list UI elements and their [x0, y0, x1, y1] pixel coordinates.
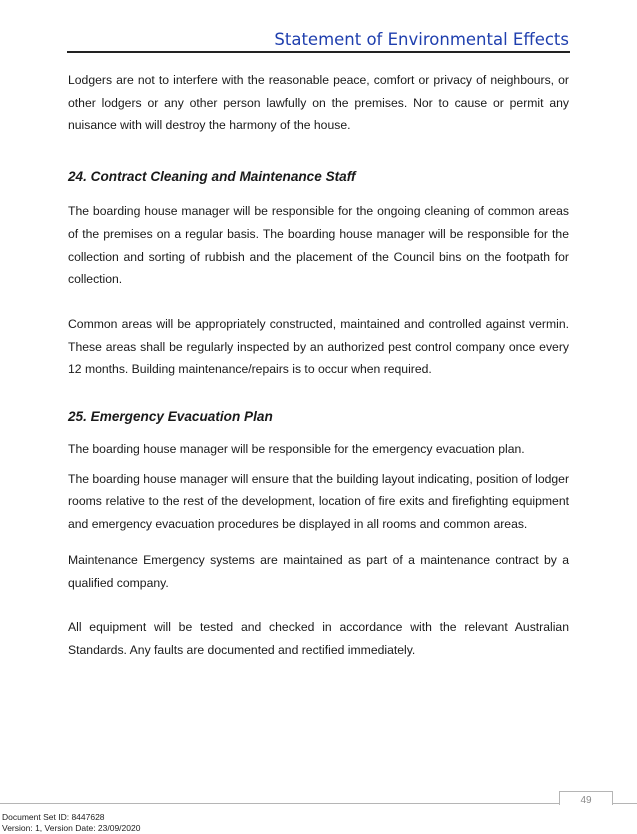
page-content [68, 69, 569, 662]
header-divider [67, 51, 570, 53]
section-heading-24: 24. Contract Cleaning and Maintenance Staff [68, 169, 356, 185]
document-version: Version: 1, Version Date: 23/09/2020 [2, 823, 141, 833]
paragraph-evac-responsible: The boarding house manager will be responsible for the emergency evacuation plan. [68, 442, 525, 457]
document-title: Statement of Environmental Effects [274, 30, 569, 49]
paragraph-maintenance: Maintenance Emergency systems are maintained as part of a maintenance contract by a qualified company. [68, 552, 569, 590]
paragraph-evac-layout: The boarding house manager will ensure that the building layout indicating, position of lodger rooms relative to the rest of the development, location of fire exits and firefighting equipment and emergency evacuation procedures be displayed in all rooms and common areas. [68, 471, 569, 532]
document-set-id: Document Set ID: 8447628 [2, 812, 105, 822]
page-number: 49 [559, 791, 613, 805]
paragraph-manager-cleaning: The boarding house manager will be responsible for the ongoing cleaning of common areas of the premises on a regular basis. The boarding house manager will be responsible for the collection and sorting of rubbish and the placement of the Council bins on the footpath for collection. [68, 204, 569, 287]
section-heading-25: 25. Emergency Evacuation Plan [68, 409, 273, 425]
paragraph-common-areas: Common areas will be appropriately constructed, maintained and controlled against vermin. These areas shall be regularly inspected by an authorized pest control company once every 12 months. Building maintenance/repairs is to occur when required. [68, 316, 569, 377]
paragraph-equipment: All equipment will be tested and checked in accordance with the relevant Australian Standards. Any faults are documented and rectified immediately. [68, 620, 569, 657]
footer-divider [0, 803, 637, 804]
paragraph-lodgers: Lodgers are not to interfere with the reasonable peace, comfort or privacy of neighbours, or other lodgers or any other person lawfully on the premises. Nor to cause or permit any nuisance with will destroy the harmony of the house. [68, 73, 569, 133]
document-metadata [2, 812, 140, 834]
